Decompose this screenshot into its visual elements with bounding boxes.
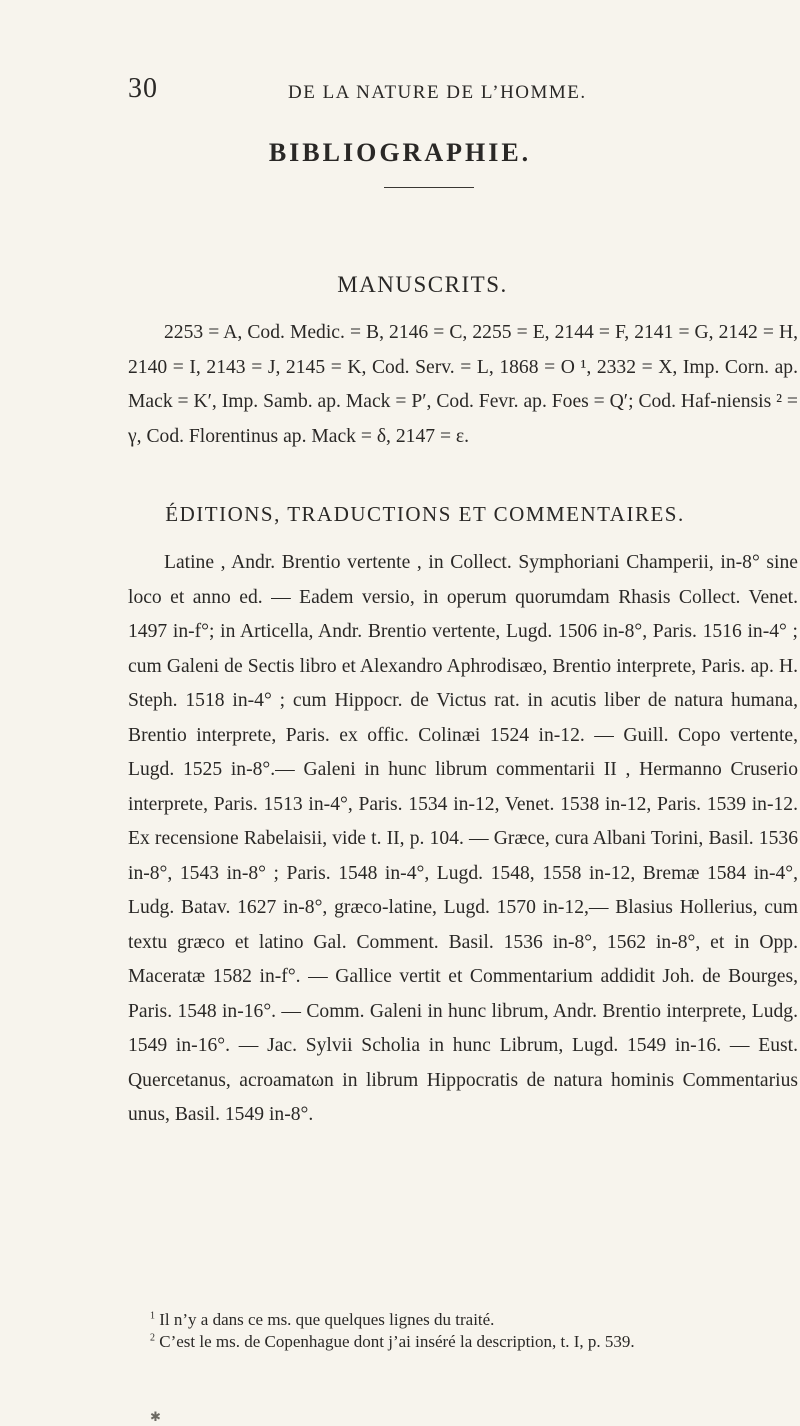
footnotes	[128, 1309, 798, 1353]
manuscripts-heading: MANUSCRITS.	[337, 272, 508, 297]
footnote-text: C’est le ms. de Copenhague dont j’ai inséré la description, t. I, p. 539.	[159, 1332, 635, 1351]
footnote-1	[128, 1309, 798, 1331]
footnote-text: Il n’y a dans ce ms. que quelques lignes du traité.	[159, 1310, 495, 1329]
printer-mark-icon: ✱	[150, 1410, 161, 1425]
running-head: DE LA NATURE DE L’HOMME.	[288, 82, 587, 103]
footnote-mark: 2	[150, 1332, 155, 1344]
editions-paragraph: Latine , Andr. Brentio vertente , in Collect. Symphoriani Champerii, in-8° sine loco et anno ed. — Eadem versio, in operum quorumdam Rhasis Collect. Venet. 1497 in-f°; in Articella, Andr. Brentio vertente, Lugd. 1506 in-8°, Paris. 1516 in-4° ; cum Galeni de Sectis libro et Alexandro Aphrodisæo, Brentio interprete, Paris. ap. H. Steph. 1518 in-4° ; cum Hippocr. de Victus rat. in acutis liber de natura humana, Brentio interprete, Paris. ex offic. Colinæi 1524 in-12. — Guill. Copo vertente, Lugd. 1525 in-8°.— Galeni in hunc librum commentarii II , Hermanno Cruserio interprete, Paris. 1513 in-4°, Paris. 1534 in-12, Venet. 1538 in-12, Paris. 1539 in-12. Ex recensione Rabelaisii, vide t. II, p. 104. — Græce, cura Albani Torini, Basil. 1536 in-8°, 1543 in-8° ; Paris. 1548 in-4°, Lugd. 1548, 1558 in-12, Bremæ 1584 in-4°, Ludg. Batav. 1627 in-8°, græco-latine, Lugd. 1570 in-12,— Blasius Hollerius, cum textu græco et latino Gal. Comment. Basil. 1536 in-8°, 1562 in-8°, et in Opp. Maceratæ 1582 in-f°. — Gallice vertit et Commentarium addidit Joh. de Bourges, Paris. 1548 in-16°. — Comm. Galeni in hunc librum, Andr. Brentio interprete, Ludg. 1549 in-16°. — Jac. Sylvii Scholia in hunc Librum, Lugd. 1549 in-16. — Eust. Quercetanus, acroamatωn in librum Hippocratis de natura hominis Commentarius unus, Basil. 1549 in-8°.	[128, 552, 798, 1125]
manuscripts-paragraph: 2253 = A, Cod. Medic. = B, 2146 = C, 2255 = E, 2144 = F, 2141 = G, 2142 = H, 2140 = I, 2143 = J, 2145 = K, Cod. Serv. = L, 1868 = O ¹, 2332 = X, Imp. Corn. ap. Mack = K′, Imp. Samb. ap. Mack = P′, Cod. Fevr. ap. Foes = Q′; Cod. Haf-niensis ² = γ, Cod. Florentinus ap. Mack = δ, 2147 = ε.	[128, 322, 798, 447]
section-title: BIBLIOGRAPHIE.	[268, 138, 532, 167]
title-rule	[384, 187, 474, 188]
footnote-2	[128, 1331, 798, 1353]
editions-heading: ÉDITIONS, TRADUCTIONS ET COMMENTAIRES.	[165, 502, 685, 526]
page-number: 30	[128, 73, 158, 104]
footnote-mark: 1	[150, 1310, 155, 1322]
